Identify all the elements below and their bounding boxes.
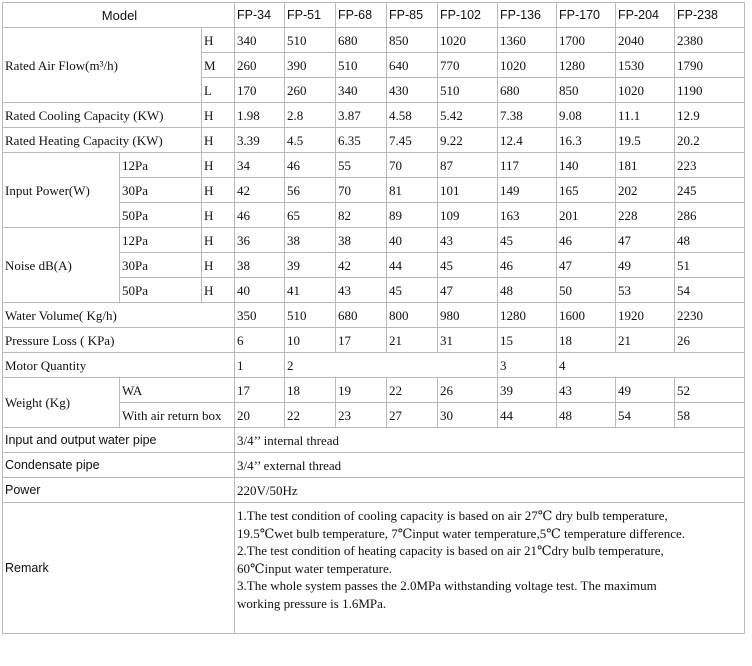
value-cell: 510: [285, 303, 336, 328]
value-cell: 340: [235, 28, 285, 53]
value-cell: 40: [235, 278, 285, 303]
table-row: [3, 353, 745, 378]
value-cell: 260: [235, 53, 285, 78]
value-cell: 1020: [498, 53, 557, 78]
speed-cell: H: [202, 28, 235, 53]
table-row: [3, 453, 745, 478]
value-cell: 228: [616, 203, 675, 228]
value-cell: 1280: [557, 53, 616, 78]
value-cell: 430: [387, 78, 438, 103]
speed-cell: H: [202, 153, 235, 178]
value-cell: 201: [557, 203, 616, 228]
value-cell: 165: [557, 178, 616, 203]
value-cell: 47: [557, 253, 616, 278]
value-cell: 41: [285, 278, 336, 303]
remark-line: 2.The test condition of heating capacity is based on air 21℃dry bulb temperature,: [237, 543, 664, 558]
value-cell: 1190: [675, 78, 745, 103]
value-cell: 45: [438, 253, 498, 278]
speed-cell: H: [202, 128, 235, 153]
speed-cell: H: [202, 228, 235, 253]
value-cell: 54: [616, 403, 675, 428]
condensate-pipe-label: Condensate pipe: [3, 453, 235, 478]
value-cell: 510: [438, 78, 498, 103]
noise-label: Noise dB(A): [3, 228, 120, 303]
value-cell: 47: [438, 278, 498, 303]
condensate-pipe-value: 3/4’’ external thread: [235, 453, 745, 478]
value-cell: 50: [557, 278, 616, 303]
table-row: [3, 328, 745, 353]
value-cell: 42: [336, 253, 387, 278]
value-cell: 3.87: [336, 103, 387, 128]
header-row: [3, 3, 745, 28]
table-row: [3, 228, 745, 253]
value-cell: 48: [557, 403, 616, 428]
value-cell: 43: [557, 378, 616, 403]
pressure-cell: 50Pa: [120, 278, 202, 303]
value-cell: 56: [285, 178, 336, 203]
value-cell: 22: [387, 378, 438, 403]
value-cell: 6: [235, 328, 285, 353]
value-cell: 1020: [616, 78, 675, 103]
value-cell: 680: [336, 303, 387, 328]
value-cell: 7.45: [387, 128, 438, 153]
value-cell: 510: [336, 53, 387, 78]
value-cell: 49: [616, 378, 675, 403]
value-cell: 1: [235, 353, 285, 378]
value-cell: 260: [285, 78, 336, 103]
value-cell: 2230: [675, 303, 745, 328]
remark-line: working pressure is 1.6MPa.: [237, 595, 387, 611]
value-cell: 1600: [557, 303, 616, 328]
value-cell: 87: [438, 153, 498, 178]
table-row: [3, 103, 745, 128]
value-cell: 770: [438, 53, 498, 78]
value-cell: 82: [336, 203, 387, 228]
value-cell: 31: [438, 328, 498, 353]
table-row: [3, 428, 745, 453]
value-cell: 510: [285, 28, 336, 53]
value-cell: 390: [285, 53, 336, 78]
value-cell: 109: [438, 203, 498, 228]
cooling-label: Rated Cooling Capacity (KW): [3, 103, 202, 128]
value-cell: 47: [616, 228, 675, 253]
value-cell: 23: [336, 403, 387, 428]
pressure-cell: 12Pa: [120, 153, 202, 178]
speed-cell: L: [202, 78, 235, 103]
value-cell: 680: [498, 78, 557, 103]
table-row: [3, 378, 745, 403]
value-cell: 10: [285, 328, 336, 353]
remark-line: 19.5℃wet bulb temperature, 7℃input water temperature,5℃ temperature difference.: [237, 525, 686, 541]
remark-text: [235, 503, 745, 634]
value-cell: 34: [235, 153, 285, 178]
speed-cell: H: [202, 178, 235, 203]
value-cell: 5.42: [438, 103, 498, 128]
model-name: FP-34: [235, 3, 285, 28]
value-cell: 202: [616, 178, 675, 203]
value-cell: 20: [235, 403, 285, 428]
speed-cell: M: [202, 53, 235, 78]
value-cell: 21: [616, 328, 675, 353]
value-cell: 49: [616, 253, 675, 278]
value-cell: 81: [387, 178, 438, 203]
value-cell: 2: [285, 353, 498, 378]
value-cell: 1280: [498, 303, 557, 328]
value-cell: 38: [336, 228, 387, 253]
value-cell: 245: [675, 178, 745, 203]
value-cell: 1.98: [235, 103, 285, 128]
model-name: FP-68: [336, 3, 387, 28]
speed-cell: H: [202, 253, 235, 278]
pressure-cell: 30Pa: [120, 253, 202, 278]
table-row: [3, 503, 745, 634]
value-cell: 3: [498, 353, 557, 378]
water-pipe-value: 3/4’’ internal thread: [235, 428, 745, 453]
value-cell: 1360: [498, 28, 557, 53]
value-cell: 163: [498, 203, 557, 228]
value-cell: 48: [498, 278, 557, 303]
value-cell: 26: [675, 328, 745, 353]
value-cell: 117: [498, 153, 557, 178]
value-cell: 18: [285, 378, 336, 403]
motor-quantity-label: Motor Quantity: [3, 353, 235, 378]
remark-line: 3.The whole system passes the 2.0MPa withstanding voltage test. The maximum: [237, 578, 657, 593]
value-cell: 680: [336, 28, 387, 53]
value-cell: 1530: [616, 53, 675, 78]
pressure-loss-label: Pressure Loss ( KPa): [3, 328, 235, 353]
remark-label: Remark: [3, 503, 235, 634]
value-cell: 9.22: [438, 128, 498, 153]
power-value: 220V/50Hz: [235, 478, 745, 503]
value-cell: 1700: [557, 28, 616, 53]
value-cell: 51: [675, 253, 745, 278]
value-cell: 46: [557, 228, 616, 253]
value-cell: 350: [235, 303, 285, 328]
value-cell: 30: [438, 403, 498, 428]
value-cell: 45: [498, 228, 557, 253]
value-cell: 850: [387, 28, 438, 53]
value-cell: 1790: [675, 53, 745, 78]
table-row: [3, 153, 745, 178]
table-row: [3, 303, 745, 328]
model-name: FP-136: [498, 3, 557, 28]
value-cell: 800: [387, 303, 438, 328]
value-cell: 3.39: [235, 128, 285, 153]
value-cell: 53: [616, 278, 675, 303]
speed-cell: H: [202, 278, 235, 303]
value-cell: 44: [387, 253, 438, 278]
weight-sub-label: WA: [120, 378, 235, 403]
value-cell: 20.2: [675, 128, 745, 153]
value-cell: 9.08: [557, 103, 616, 128]
value-cell: 850: [557, 78, 616, 103]
value-cell: 6.35: [336, 128, 387, 153]
weight-label: Weight (Kg): [3, 378, 120, 428]
value-cell: 52: [675, 378, 745, 403]
value-cell: 43: [438, 228, 498, 253]
speed-cell: H: [202, 203, 235, 228]
pressure-cell: 50Pa: [120, 203, 202, 228]
remark-line: 60℃input water temperature.: [237, 560, 392, 576]
air-flow-label: Rated Air Flow(m³/h): [3, 28, 202, 103]
value-cell: 21: [387, 328, 438, 353]
value-cell: 55: [336, 153, 387, 178]
value-cell: 45: [387, 278, 438, 303]
value-cell: 39: [498, 378, 557, 403]
value-cell: 43: [336, 278, 387, 303]
model-name: FP-204: [616, 3, 675, 28]
model-name: FP-102: [438, 3, 498, 28]
water-pipe-label: Input and output water pipe: [3, 428, 235, 453]
value-cell: 170: [235, 78, 285, 103]
value-cell: 4.5: [285, 128, 336, 153]
value-cell: 65: [285, 203, 336, 228]
value-cell: 19: [336, 378, 387, 403]
power-label: Power: [3, 478, 235, 503]
value-cell: 1920: [616, 303, 675, 328]
spec-table: [2, 2, 745, 634]
value-cell: 38: [285, 228, 336, 253]
value-cell: 15: [498, 328, 557, 353]
water-volume-label: Water Volume( Kg/h): [3, 303, 235, 328]
value-cell: 26: [438, 378, 498, 403]
value-cell: 640: [387, 53, 438, 78]
speed-cell: H: [202, 103, 235, 128]
value-cell: 286: [675, 203, 745, 228]
model-name: FP-85: [387, 3, 438, 28]
table-row: [3, 128, 745, 153]
value-cell: 980: [438, 303, 498, 328]
weight-sub-label: With air return box: [120, 403, 235, 428]
value-cell: 1020: [438, 28, 498, 53]
value-cell: 42: [235, 178, 285, 203]
value-cell: 4.58: [387, 103, 438, 128]
value-cell: 36: [235, 228, 285, 253]
value-cell: 2040: [616, 28, 675, 53]
value-cell: 54: [675, 278, 745, 303]
value-cell: 18: [557, 328, 616, 353]
value-cell: 27: [387, 403, 438, 428]
value-cell: 149: [498, 178, 557, 203]
model-name: FP-170: [557, 3, 616, 28]
value-cell: 70: [387, 153, 438, 178]
pressure-cell: 12Pa: [120, 228, 202, 253]
value-cell: 7.38: [498, 103, 557, 128]
value-cell: 46: [498, 253, 557, 278]
value-cell: 48: [675, 228, 745, 253]
value-cell: 17: [235, 378, 285, 403]
pressure-cell: 30Pa: [120, 178, 202, 203]
value-cell: 46: [285, 153, 336, 178]
table-row: [3, 478, 745, 503]
value-cell: 39: [285, 253, 336, 278]
model-name: FP-51: [285, 3, 336, 28]
table-row: [3, 28, 745, 53]
value-cell: 16.3: [557, 128, 616, 153]
model-name: FP-238: [675, 3, 745, 28]
value-cell: 89: [387, 203, 438, 228]
value-cell: 44: [498, 403, 557, 428]
value-cell: 4: [557, 353, 745, 378]
model-header: Model: [3, 3, 235, 28]
value-cell: 46: [235, 203, 285, 228]
value-cell: 38: [235, 253, 285, 278]
value-cell: 17: [336, 328, 387, 353]
value-cell: 223: [675, 153, 745, 178]
input-power-label: Input Power(W): [3, 153, 120, 228]
heating-label: Rated Heating Capacity (KW): [3, 128, 202, 153]
value-cell: 340: [336, 78, 387, 103]
value-cell: 40: [387, 228, 438, 253]
value-cell: 181: [616, 153, 675, 178]
value-cell: 22: [285, 403, 336, 428]
value-cell: 12.9: [675, 103, 745, 128]
value-cell: 2.8: [285, 103, 336, 128]
value-cell: 12.4: [498, 128, 557, 153]
value-cell: 11.1: [616, 103, 675, 128]
remark-line: 1.The test condition of cooling capacity is based on air 27℃ dry bulb temperature,: [237, 508, 668, 523]
value-cell: 2380: [675, 28, 745, 53]
value-cell: 58: [675, 403, 745, 428]
value-cell: 140: [557, 153, 616, 178]
value-cell: 70: [336, 178, 387, 203]
value-cell: 101: [438, 178, 498, 203]
value-cell: 19.5: [616, 128, 675, 153]
